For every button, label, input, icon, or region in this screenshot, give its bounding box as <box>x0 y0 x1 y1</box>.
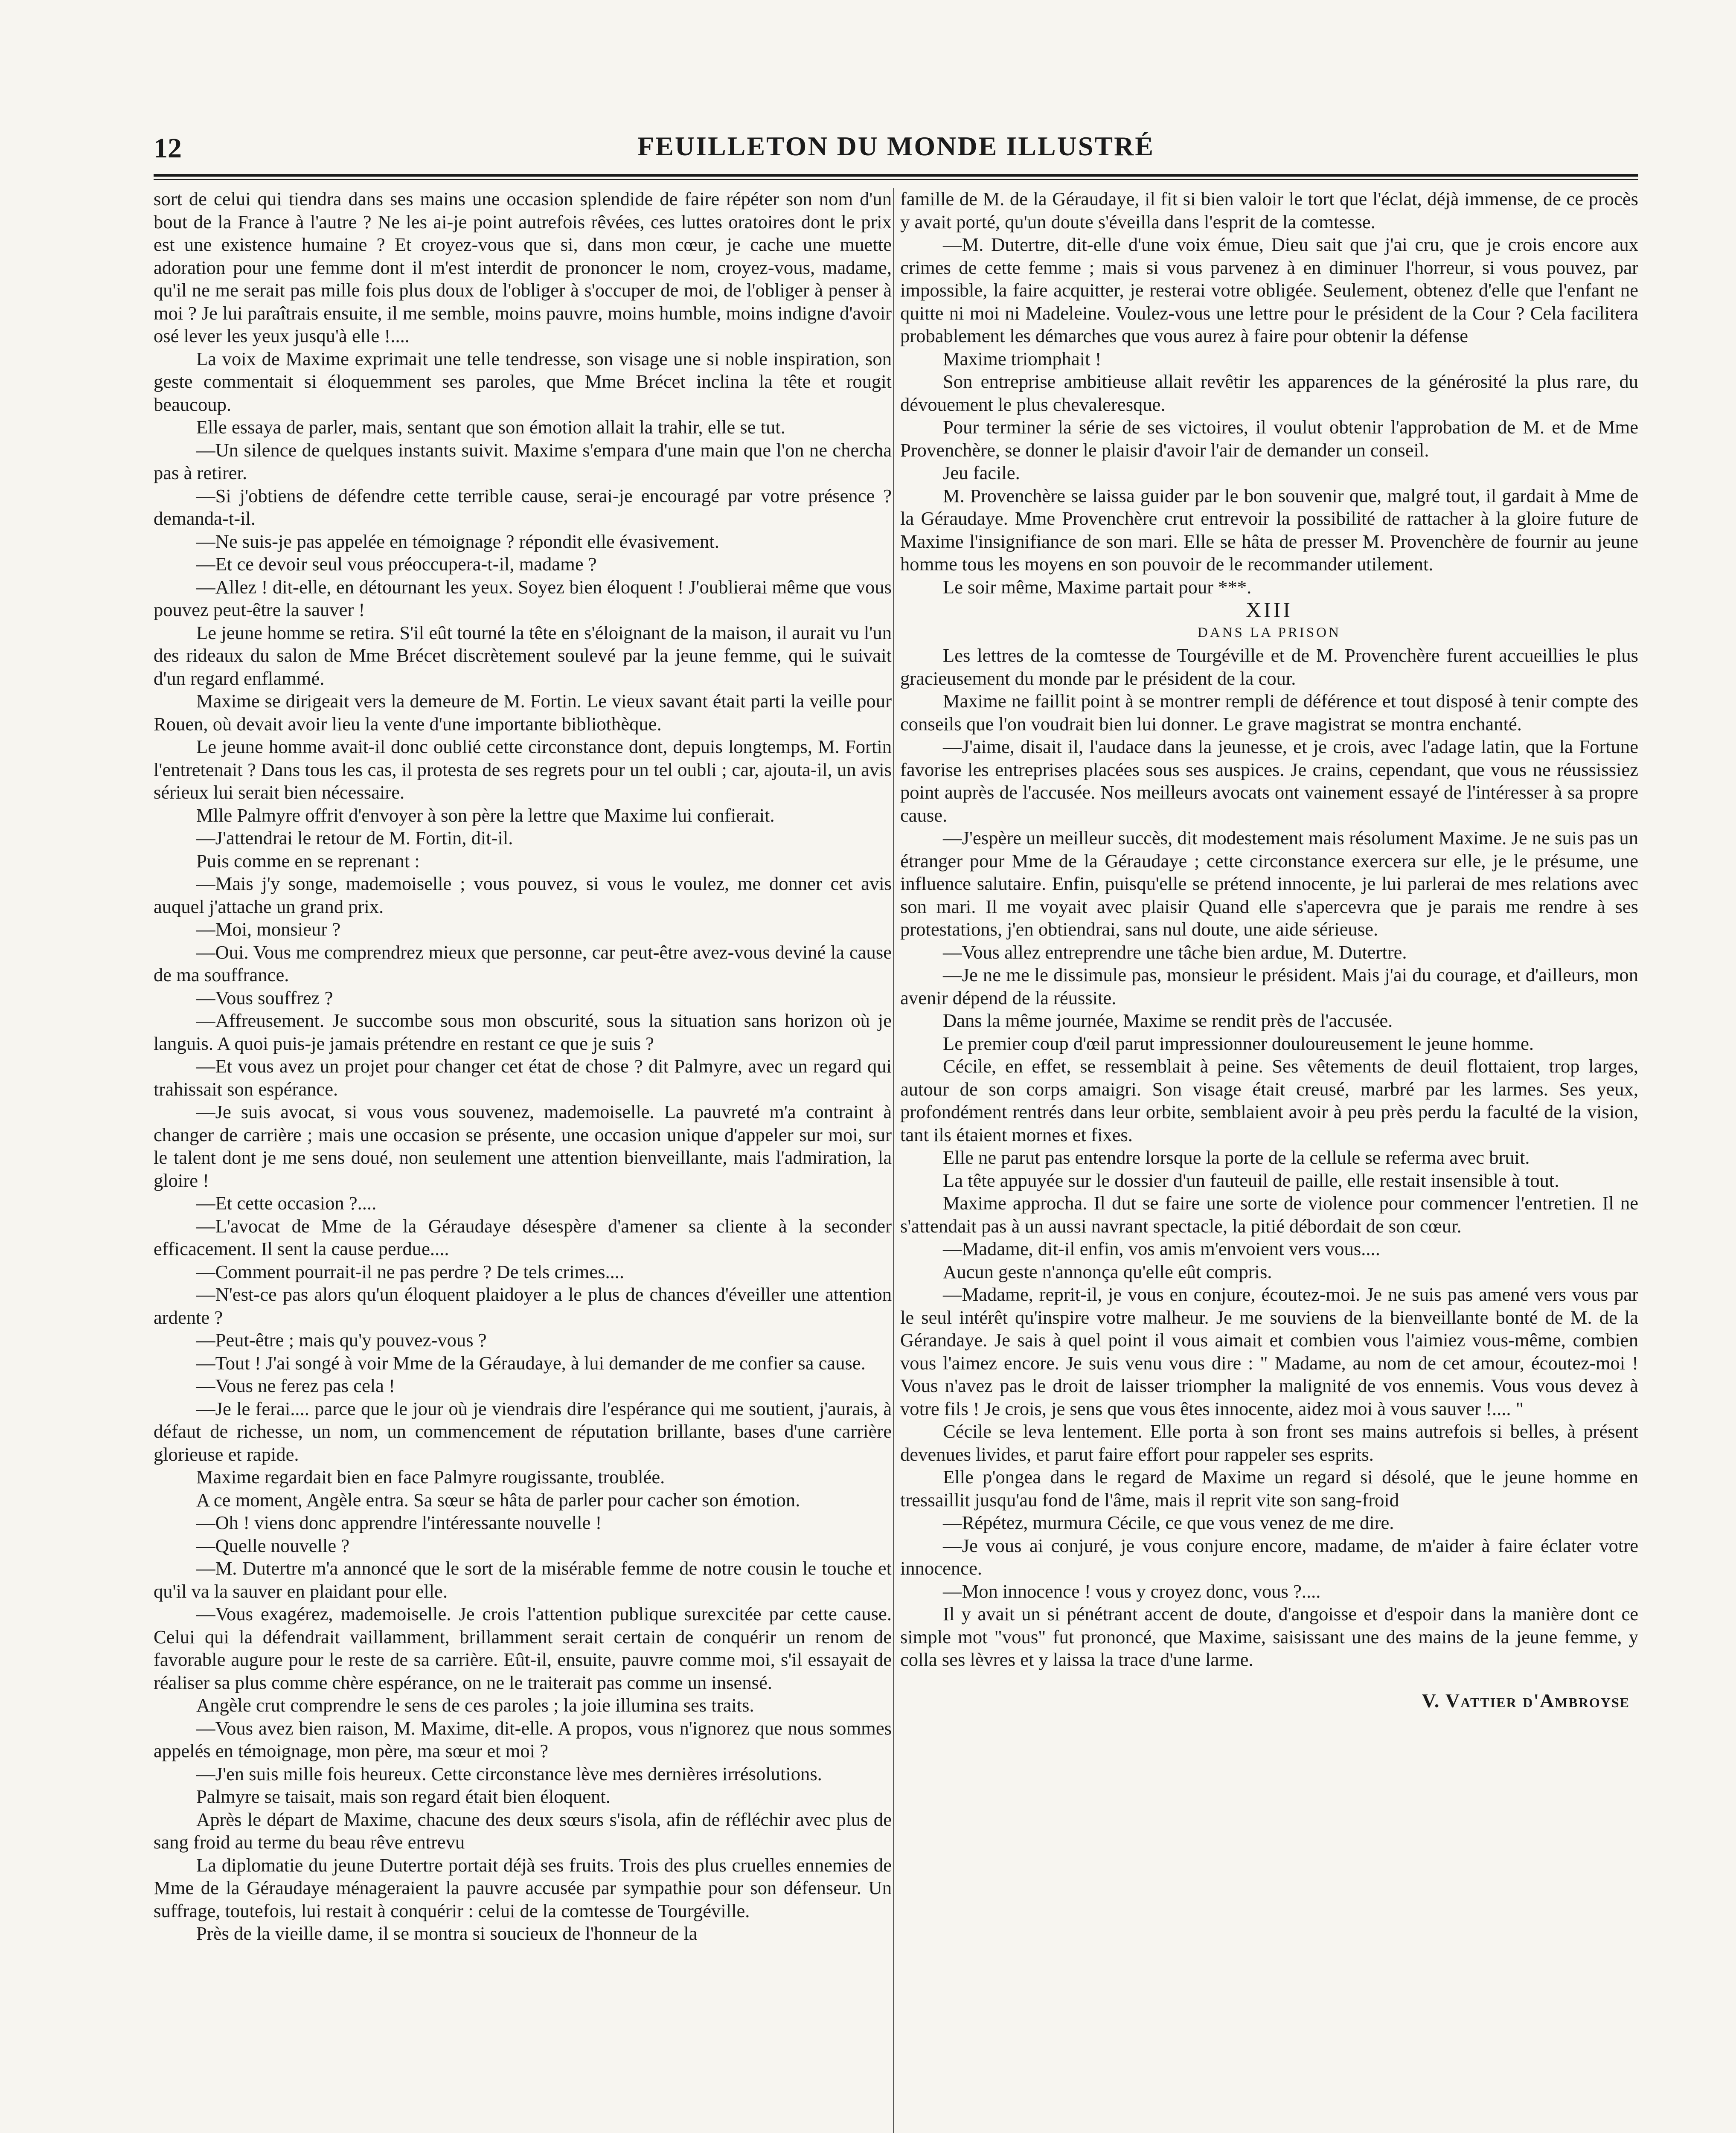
paragraph: —Quelle nouvelle ? <box>196 1534 350 1556</box>
paragraph: —Moi, monsieur ? <box>196 918 341 940</box>
paragraph: Le premier coup d'œil parut impressionner douloureusement le jeune homme. <box>943 1032 1534 1054</box>
paragraph: A ce moment, Angèle entra. Sa sœur se hâta de parler pour cacher son émotion. <box>196 1489 800 1511</box>
paragraph: La diplomatie du jeune Dutertre portait déjà ses fruits. Trois des plus cruelles ennemies de Mme de la Géraudaye ménageraient la pauvre accusée par sympathie pour son défenseur. Un suffrage, toutefois, lui restait à conquérir : celui de la comtesse de Tourgéville. <box>154 1854 892 1921</box>
paragraph: Le jeune homme avait-il donc oublié cette circonstance dont, depuis longtemps, M. Fortin l'entretenait ? Dans tous les cas, il protesta de ses regrets pour un tel oubli ; car, ajouta-il, un avis sérieux lui serait bien nécessaire. <box>154 736 892 803</box>
left-column <box>154 188 892 2133</box>
paragraph: —Vous ne ferez pas cela ! <box>196 1375 395 1396</box>
paragraph: Maxime ne faillit point à se montrer rempli de déférence et tout disposé à tenir compte des conseils que l'on voudrait bien lui donner. Le grave magistrat se montra enchanté. <box>900 690 1638 735</box>
paragraph: Mlle Palmyre offrit d'envoyer à son père la lettre que Maxime lui confierait. <box>196 804 775 826</box>
paragraph: —Ne suis-je pas appelée en témoignage ? répondit elle évasivement. <box>196 530 719 552</box>
paragraph: Palmyre se taisait, mais son regard était bien éloquent. <box>196 1786 611 1807</box>
paragraph: sort de celui qui tiendra dans ses mains une occasion splendide de faire répéter son nom d'un bout de la France à l'autre ? Ne les ai-je point autrefois rêvées, ces luttes oratoires dont le prix est une existence humaine ? Et croyez-vous que si, dans mon cœur, je cache une muette adoration pour une femme dont il m'est interdit de prononcer le nom, croyez-vous, madame, qu'il ne me serait pas mille fois plus doux de l'obliger à s'occuper de moi, de l'obliger à penser à moi ? Je lui paraîtrais ensuite, il me semble, moins pauvre, moins humble, moins indigne d'avoir osé lever les yeux jusqu'à elle !.... <box>154 188 892 346</box>
paragraph: —Mon innocence ! vous y croyez donc, vous ?.... <box>943 1580 1321 1602</box>
paragraph: —Vous souffrez ? <box>196 987 333 1008</box>
paragraph: Elle ne parut pas entendre lorsque la porte de la cellule se referma avec bruit. <box>943 1147 1530 1168</box>
paragraph: Cécile se leva lentement. Elle porta à son front ses mains autrefois si belles, à présent devenues livides, et parut faire effort pour rappeler ses esprits. <box>900 1421 1638 1465</box>
paragraph: —Madame, reprit-il, je vous en conjure, écoutez-moi. Je ne suis pas amené vers vous par le seul intérêt qu'inspire votre malheur. Je me souviens de la bienveillante bonté de M. de la Gérandaye. Je sais à quel point il vous aimait et combien vous l'aimiez vous-même, combien vous l'aimez encore. Je suis venu vous dire : " Madame, au nom de cet amour, écoutez-moi ! Vous n'avez pas le droit de laisser triompher la malignité de vos ennemis. Vous vous devez à votre fils ! Je crois, je sens que vous êtes innocente, aidez moi à vous sauver !.... " <box>900 1284 1638 1419</box>
paragraph: Elle essaya de parler, mais, sentant que son émotion allait la trahir, elle se tut. <box>196 416 785 438</box>
paragraph: Il y avait un si pénétrant accent de doute, d'angoisse et d'espoir dans la manière dont ce simple mot "vous" fut prononcé, que Maxime, saisissant une des mains de la jeune femme, y colla ses lèvres et y laissa la trace d'une larme. <box>900 1603 1638 1670</box>
paragraph: —Vous avez bien raison, M. Maxime, dit-elle. A propos, vous n'ignorez que nous sommes appelés en témoignage, mon père, ma sœur et moi ? <box>154 1717 892 1761</box>
paragraph: —M. Dutertre, dit-elle d'une voix émue, Dieu sait que j'ai cru, que je crois encore aux crimes de cette femme ; mais si vous parvenez à en diminuer l'horreur, si vous pouvez, par impossible, la faire acquitter, je resterai votre obligée. Seulement, obtenez d'elle que l'enfant ne quitte ni moi ni Madeleine. Voulez-vous une lettre pour le président de la Cour ? Cela facilitera probablement les démarches que vous aurez à faire pour obtenir la défense <box>900 234 1638 346</box>
paragraph: Les lettres de la comtesse de Tourgéville et de M. Provenchère furent accueillies le plus gracieusement du monde par le président de la cour. <box>900 645 1638 689</box>
paragraph: La voix de Maxime exprimait une telle tendresse, son visage une si noble inspiration, son geste commentait si éloquemment ses paroles, que Mme Brécet inclina la tête et rougit beaucoup. <box>154 348 892 415</box>
paragraph: —J'espère un meilleur succès, dit modestement mais résolument Maxime. Je ne suis pas un étranger pour Mme de la Géraudaye ; cette circonstance exercera sur elle, je le présume, une influence salutaire. Enfin, puisqu'elle se prétend innocente, je lui parlerai de mes relations avec son mari. Il me voyait avec plaisir Quand elle s'apercevra que je parais me rendre à ses protestations, j'en obtiendrai, sans nul doute, une aide sérieuse. <box>900 827 1638 940</box>
paragraph: —Je vous ai conjuré, je vous conjure encore, madame, de m'aider à faire éclater votre innocence. <box>900 1534 1638 1579</box>
paragraph: —Je ne me le dissimule pas, monsieur le président. Mais j'ai du courage, et d'ailleurs, mon avenir dépend de la réussite. <box>900 964 1638 1008</box>
paragraph: Maxime se dirigeait vers la demeure de M. Fortin. Le vieux savant était parti la veille pour Rouen, où devait avoir lieu la vente d'une importante bibliothèque. <box>154 690 892 735</box>
paragraph: Maxime triomphait ! <box>943 348 1102 369</box>
author-signature: V. Vattier d'Ambroyse <box>1422 1689 1630 1712</box>
paragraph: —Je suis avocat, si vous vous souvenez, mademoiselle. La pauvreté m'a contraint à changer de carrière ; mais une occasion se présente, une occasion unique d'appeler sur moi, sur le talent dont je me sens doué, non seulement une attention bienveillante, mais l'admiration, la gloire ! <box>154 1101 892 1191</box>
header-rule-thick <box>154 174 1638 177</box>
paragraph: —Et cette occasion ?.... <box>196 1192 377 1214</box>
column-divider <box>893 188 894 2133</box>
paragraph: —Répétez, murmura Cécile, ce que vous venez de me dire. <box>943 1512 1394 1533</box>
paragraph: —Un silence de quelques instants suivit. Maxime s'empara d'une main que l'on ne chercha pas à retirer. <box>154 439 892 483</box>
paragraph: —M. Dutertre m'a annoncé que le sort de la misérable femme de notre cousin le touche et qu'il va la sauver en plaidant pour elle. <box>154 1558 892 1602</box>
paragraph: Jeu facile. <box>943 462 1020 483</box>
paragraph: —Mais j'y songe, mademoiselle ; vous pouvez, si vous le voulez, me donner cet avis auquel j'attache un grand prix. <box>154 873 892 917</box>
paragraph: famille de M. de la Géraudaye, il fit si bien valoir le tort que l'éclat, déjà immense, de ce procès y avait porté, qu'un doute s'éveilla dans l'esprit de la comtesse. <box>900 188 1638 232</box>
paragraph: —J'aime, disait il, l'audace dans la jeunesse, et je crois, avec l'adage latin, que la Fortune favorise les entreprises placées sous ses auspices. Je crains, cependant, que vous ne réussissiez point auprès de l'accusée. Nos meilleurs avocats ont vainement essayé de l'intéresser à sa propre cause. <box>900 736 1638 826</box>
paragraph: —J'en suis mille fois heureux. Cette circonstance lève mes dernières irrésolutions. <box>196 1763 822 1784</box>
page-header <box>154 128 1638 175</box>
paragraph: —Je le ferai.... parce que le jour où je viendrais dire l'espérance qui me soutient, j'aurais, à défaut de richesse, un nom, un commencement de réputation brillante, bases d'une carrière glorieuse et rapide. <box>154 1398 892 1465</box>
paragraph: Le jeune homme se retira. S'il eût tourné la tête en s'éloignant de la maison, il aurait vu l'un des rideaux du salon de Mme Brécet discrètement soulevé par la jeune femme, qui le suivait d'un regard enflammé. <box>154 622 892 689</box>
running-title: FEUILLETON DU MONDE ILLUSTRÉ <box>637 131 1154 161</box>
chapter-number: XIII <box>1245 598 1293 622</box>
paragraph: M. Provenchère se laissa guider par le bon souvenir que, malgré tout, il gardait à Mme de la Géraudaye. Mme Provenchère crut entrevoir la possibilité de rattacher à la gloire future de Maxime l'insignifiance de son mari. Elle se hâta de presser M. Provenchère de fournir au jeune homme tous les moyens en son pouvoir de le recommander utilement. <box>900 485 1638 575</box>
paragraph: —Affreusement. Je succombe sous mon obscurité, sous la situation sans horizon où je languis. A quoi puis-je jamais prétendre en restant ce que je suis ? <box>154 1010 892 1054</box>
right-column <box>900 188 1638 2133</box>
paragraph: —Vous exagérez, mademoiselle. Je crois l'attention publique surexcitée par cette cause. Celui qui la défendrait vaillamment, brillamment serait certain de conquérir un renom de favorable augure pour le reste de sa carrière. Eût-il, ensuite, pauvre comme moi, s'il essayait de réaliser sa plus comme chère espérance, on ne le traiterait pas comme un insensé. <box>154 1603 892 1693</box>
paragraph: —J'attendrai le retour de M. Fortin, dit-il. <box>196 827 513 849</box>
paragraph: Aucun geste n'annonça qu'elle eût compris. <box>943 1261 1272 1282</box>
paragraph: —N'est-ce pas alors qu'un éloquent plaidoyer a le plus de chances d'éveiller une attention ardente ? <box>154 1284 892 1328</box>
paragraph: —Tout ! J'ai songé à voir Mme de la Géraudaye, à lui demander de me confier sa cause. <box>196 1352 866 1374</box>
paragraph: Puis comme en se reprenant : <box>196 850 420 872</box>
paragraph: —Madame, dit-il enfin, vos amis m'envoient vers vous.... <box>943 1238 1380 1259</box>
paragraph: —Oui. Vous me comprendrez mieux que personne, car peut-être avez-vous deviné la cause de ma souffrance. <box>154 941 892 985</box>
page-number: 12 <box>154 133 182 164</box>
paragraph: Le soir même, Maxime partait pour ***. <box>943 576 1252 598</box>
paragraph: Maxime regardait bien en face Palmyre rougissante, troublée. <box>196 1466 665 1488</box>
paragraph: —Peut-être ; mais qu'y pouvez-vous ? <box>196 1329 487 1351</box>
paragraph: —Oh ! viens donc apprendre l'intéressante nouvelle ! <box>196 1512 602 1533</box>
paragraph: Son entreprise ambitieuse allait revêtir les apparences de la générosité la plus rare, du dévouement le plus chevaleresque. <box>900 371 1638 415</box>
header-rule-thin <box>154 179 1638 180</box>
paragraph: Angèle crut comprendre le sens de ces paroles ; la joie illumina ses traits. <box>196 1694 754 1716</box>
paragraph: Dans la même journée, Maxime se rendit près de l'accusée. <box>943 1010 1393 1031</box>
paragraph: Cécile, en effet, se ressemblait à peine. Ses vêtements de deuil flottaient, trop larges, autour de son corps amaigri. Son visage était creusé, marbré par les larmes. Ses yeux, profondément rentrés dans leur orbite, semblaient avoir à peu près perdu la faculté de la vision, tant ils étaient mornes et fixes. <box>900 1055 1638 1145</box>
paragraph: —Vous allez entreprendre une tâche bien ardue, M. Dutertre. <box>943 941 1407 963</box>
paragraph: —L'avocat de Mme de la Géraudaye désespère d'amener sa cliente à la seconder efficacement. Il sent la cause perdue.... <box>154 1215 892 1259</box>
paragraph: Elle p'ongea dans le regard de Maxime un regard si désolé, que le jeune homme en tressaillit jusqu'au fond de l'âme, mais il reprit vite son sang-froid <box>900 1466 1638 1511</box>
paragraph: —Et ce devoir seul vous préoccupera-t-il, madame ? <box>196 553 597 575</box>
paragraph: Après le départ de Maxime, chacune des deux sœurs s'isola, afin de réfléchir avec plus de sang froid au terme du beau rêve entrevu <box>154 1808 892 1853</box>
paragraph: La tête appuyée sur le dossier d'un fauteuil de paille, elle restait insensible à tout. <box>943 1169 1559 1191</box>
paragraph: —Et vous avez un projet pour changer cet état de chose ? dit Palmyre, avec un regard qui trahissait son espérance. <box>154 1055 892 1100</box>
paragraph: —Allez ! dit-elle, en détournant les yeux. Soyez bien éloquent ! J'oublierai même que vous pouvez peut-être la sauver ! <box>154 576 892 620</box>
paragraph: —Si j'obtiens de défendre cette terrible cause, serai-je encouragé par votre présence ? demanda-t-il. <box>154 485 892 529</box>
chapter-title: DANS LA PRISON <box>1198 625 1341 640</box>
paragraph: Près de la vieille dame, il se montra si soucieux de l'honneur de la <box>196 1923 698 1944</box>
paragraph: Pour terminer la série de ses victoires, il voulut obtenir l'approbation de M. et de Mme Provenchère, se donner le plaisir d'avoir l'air de demander un conseil. <box>900 416 1638 461</box>
paragraph: —Comment pourrait-il ne pas perdre ? De tels crimes.... <box>196 1261 625 1282</box>
paragraph: Maxime approcha. Il dut se faire une sorte de violence pour commencer l'entretien. Il ne s'attendait pas à un aussi navrant spectacle, la pitié débordait de son cœur. <box>900 1192 1638 1237</box>
